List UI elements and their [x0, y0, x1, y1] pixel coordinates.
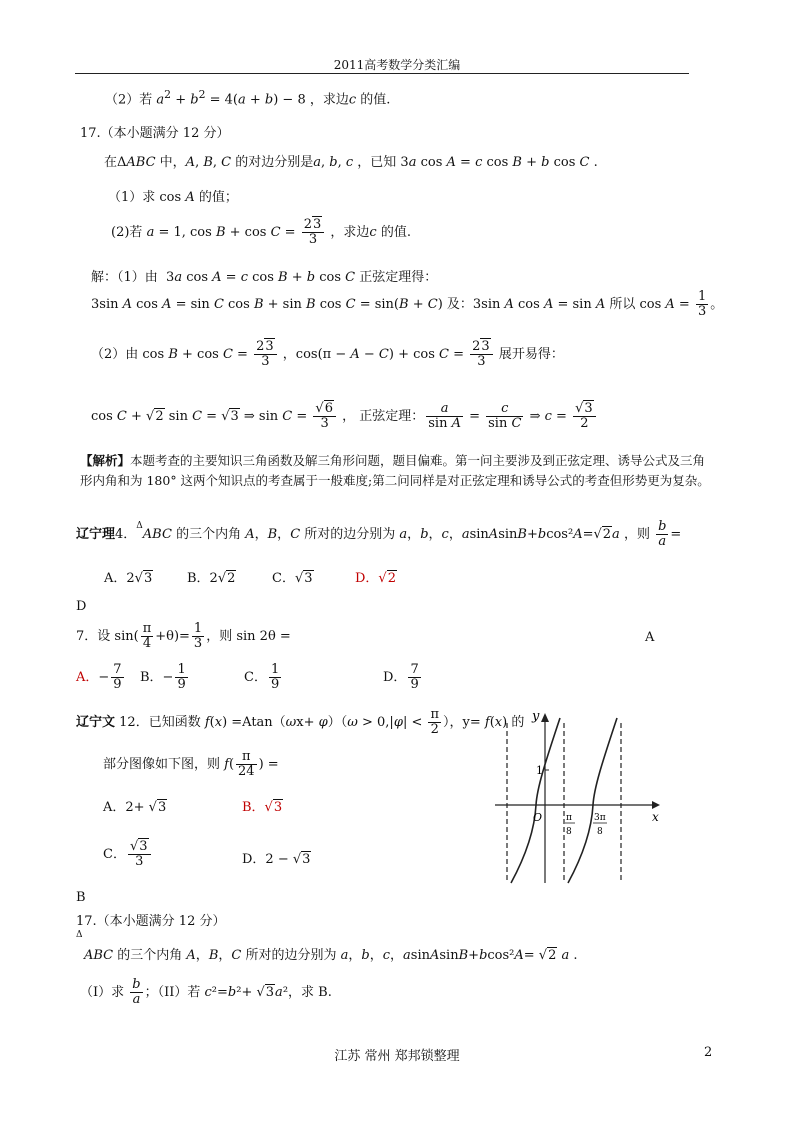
q7-option-c: C． $\frac{1}{9}$: [244, 662, 280, 692]
q17-part1: （1）求 cos A 的值；: [108, 190, 238, 205]
ln4-stem: 辽宁理4．$^\Delta$ABC 的三个内角 A，B，C 所对的边分别为 a，b，c，asinAsinB+bcos²A=√2a ，则 $\frac{b}{a}$ =: [76, 519, 682, 549]
analysis-text: 本题考查的主要知识三角函数及解三角形问题，题目偏难。第一问主要涉及到正弦定理、诱导公式及三角形内角和为 180° 这两个知识点的考查属于一般难度;第二问同样是对正弦定理和诱导公式的考查但形势更为复杂。: [80, 453, 710, 488]
header-rule: [75, 73, 689, 74]
q17b-parts: （I）求 $\frac{b}{a}$ ；（II）若 c²=b²+ √3a²，求 B.: [80, 977, 332, 1007]
ln4-option-c: C．√3: [272, 571, 313, 586]
ln4-option-d: D．√2: [355, 571, 396, 586]
sol1-line1: 解：（1）由 3a cos A = c cos B + b cos C 正弦定理得：: [91, 270, 438, 285]
graph-x-tick-2: 3π: [594, 813, 606, 823]
sol2-line2: cos C + √2 sin C = √3 ⇒ sin C = $\frac{√6}{3}$ ， 正弦定理： $\frac{a}{\text{sin A}}$ = $\frac{c}{\text{sin C}}$ ⇒ c = $\frac{√3}{2}$: [91, 402, 598, 431]
prev-part2: （2）若 $a^2 + b^2 = 4(a + b) - 8$ ，求边c 的值.: [105, 88, 391, 108]
y-axis-arrow: [541, 713, 549, 722]
ln4-option-b: B．2√2: [187, 571, 236, 586]
q17b-triangle: Δ: [76, 930, 83, 940]
ln4-option-a: A．2√3: [104, 571, 153, 586]
lw12-stem2: 部分图像如下图，则 f( $\frac{\pi}{24}$ ) =: [103, 749, 279, 779]
graph-y-tick: 1: [536, 764, 543, 777]
analysis-paragraph: [80, 451, 710, 491]
graph-x-tick-1: π: [566, 813, 572, 823]
lw12-option-c: C． $\frac{√3}{3}$: [103, 840, 153, 869]
ln4-num: 4．: [115, 527, 137, 542]
lw12-label: 辽宁文: [76, 715, 116, 730]
lw12-stem1: 辽宁文 12．已知函数 f(x) =Atan（ωx+ φ）（ω > 0,|φ| < $\frac{\pi}{2}$ ），y= f(x) 的: [76, 707, 525, 737]
lw12-option-d: D．2 − √3: [242, 852, 311, 867]
q17-title: 17.（本小题满分 12 分）: [80, 126, 230, 141]
sol1-line2: 3sin A cos A = sin C cos B + sin B cos C = sin(B + C) 及：3sin A cos A = sin A 所以 cos A = $\frac{1}{3}$ 。: [91, 289, 724, 319]
graph-x-tick-2-den: 8: [597, 827, 603, 837]
x-axis-arrow: [652, 801, 660, 809]
tan-graph: [490, 708, 665, 886]
ln4-label: 辽宁理: [76, 527, 116, 542]
q17-stem: 在ΔABC 中，A, B, C 的对边分别是a, b, c ，已知 3a cos A = c cos B + b cos C .: [104, 155, 598, 170]
graph-y-label: y: [532, 709, 540, 724]
q17-part2: (2)若 a = 1, cos B + cos C = $\frac{23}{3}$ ，求边c 的值.: [111, 217, 411, 247]
page-header: 2011高考数学分类汇编: [333, 58, 461, 72]
q17b-stem: ABC 的三个内角 A，B，C 所对的边分别为 a，b，c，asinAsinB+bcos²A= √2 a .: [84, 948, 578, 963]
graph-x-tick-1-den: 8: [566, 827, 572, 837]
tan-branch-2: [568, 718, 617, 883]
q7-option-b: B．− $\frac{1}{9}$: [140, 662, 186, 692]
q7-side-answer: A: [645, 630, 655, 645]
page-footer: 江苏 常州 郑邦锁整理: [334, 1049, 460, 1064]
ln4-answer: D: [76, 599, 87, 614]
tan-branch-1: [511, 718, 560, 883]
q17b-title: 17.（本小题满分 12 分）: [76, 914, 226, 929]
graph-origin: O: [533, 811, 543, 824]
analysis-label: 【解析】: [80, 453, 131, 468]
page-number: 2: [704, 1045, 713, 1060]
lw12-option-b: B．√3: [242, 800, 283, 815]
graph-x-label: x: [652, 810, 659, 824]
lw12-option-a: A．2+ √3: [103, 800, 167, 815]
q7-stem: 7．设 sin( $\frac{\pi}{4}$ +θ)= $\frac{1}{3}$ ，则 sin 2θ =: [76, 621, 291, 651]
q7-option-d: D． $\frac{7}{9}$: [383, 662, 419, 692]
q7-option-a: A．− $\frac{7}{9}$: [76, 662, 122, 692]
lw12-answer: B: [76, 890, 86, 905]
sol2-line1: （2）由 cos B + cos C = $\frac{23}{3}$ ，cos(π − A − C) + cos C = $\frac{23}{3}$ 展开易得：: [91, 339, 564, 369]
